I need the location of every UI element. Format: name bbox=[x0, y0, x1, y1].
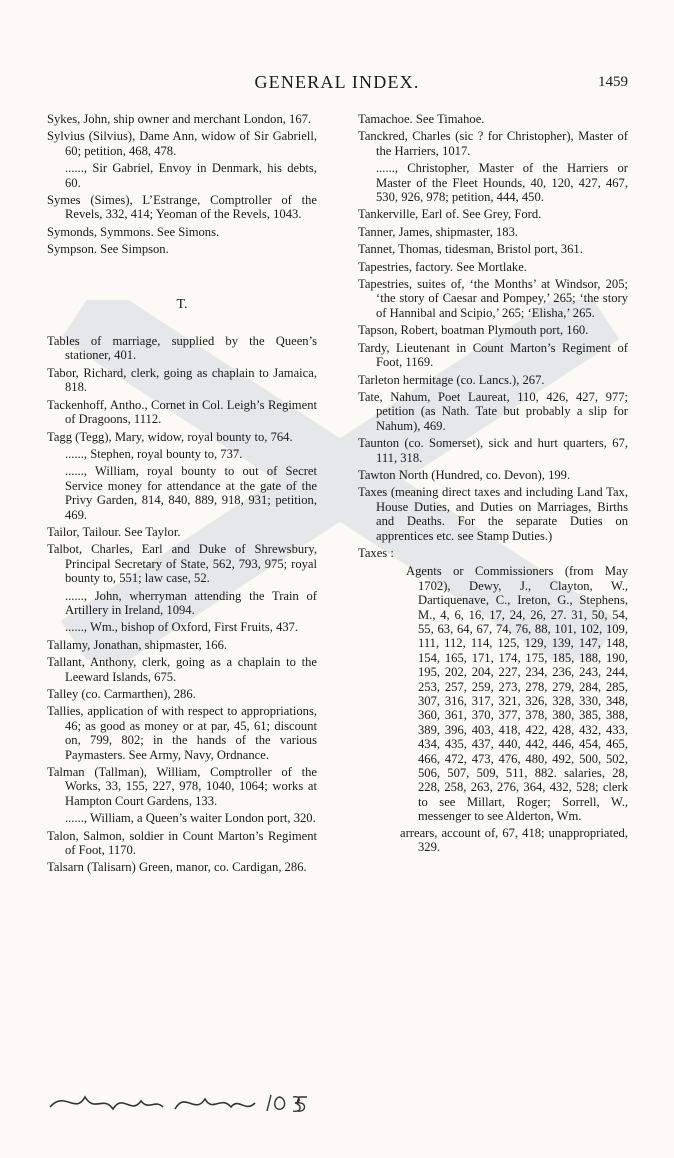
index-entry: Tailor, Tailour. See Taylor. bbox=[47, 524, 181, 539]
index-entry: Tapestries, factory. See Mortlake. bbox=[358, 259, 527, 274]
index-entry: Tardy, Lieutenant in Count Marton’s Regiment of Foot, 1169. bbox=[358, 340, 628, 370]
section-letter: T. bbox=[176, 296, 188, 312]
index-entry: Tate, Nahum, Poet Laureat, 110, 426, 427, 977; petition (as Nath. Tate but probably a slip for Nahum), 469. bbox=[358, 389, 628, 433]
index-entry: Talsarn (Talisarn) Green, manor, co. Cardigan, 286. bbox=[47, 860, 307, 875]
taxes-agents-entry: Agents or Commissioners (from May 1702), Dewy, J., Clayton, W., Dartiquenave, C., Ireton, G., Stephens, M., 4, 6, 16, 17, 24, 26, 27. 31, 50, 54, 55, 63, 64, 67, 74, 76, 88, 101, 102, 109, 111, 112, 114, 125, 129, 139, 147, 148, 154, 165, 171, 174, 175, 185, 188, 190, 195, 202, 204, 227, 234, 236, 243, 244, 253, 257, 259, 273, 278, 279, 284, 285, 307, 316, 317, 321, 326, 328, 330, 348, 360, 361, 370, 377, 378, 380, 385, 388, 389, 396, 403, 418, 422, 428, 432, 433, 434, 435, 437, 440, 442, 446, 454, 465, 466, 472, 473, 476, 480, 492, 500, 502, 506, 507, 509, 511, 882. salaries, 28, 228, 258, 263, 276, 364, 432, 528; clerk to see Millart, Roger; Sorrell, W., messenger to see Alderton, Wm. bbox=[406, 564, 628, 824]
index-entry: Tamachoe. See Timahoe. bbox=[358, 112, 485, 126]
index-entry: ......, William, royal bounty to out of Secret Service money for attendance at the gate of the Privy Garden, 814, 840, 889, 918, 931; petition, 469. bbox=[65, 464, 317, 522]
index-entry: Tapestries, suites of, ‘the Months’ at Windsor, 205; ‘the story of Caesar and Pompey,’ 265; ‘the story of Hannibal and Scipio,’ 265; ‘Elisha,’ 265. bbox=[358, 277, 628, 320]
index-entry: Symonds, Symmons. See Simons. bbox=[47, 224, 220, 239]
index-entry: Tawton North (Hundred, co. Devon), 199. bbox=[358, 467, 571, 482]
index-entry: Tallies, application of with respect to appropriations, 46; as good as money or at par, 45, 61; discount on, 799, 802; in the hands of the various Paymasters. See Army, Navy, Ordnance. bbox=[47, 704, 317, 762]
index-entry: Tagg (Tegg), Mary, widow, royal bounty to, 764. bbox=[47, 429, 293, 444]
index-entry: Tarleton hermitage (co. Lancs.), 267. bbox=[358, 372, 545, 387]
index-entry: Sympson. See Simpson. bbox=[47, 242, 169, 257]
index-entry: Talon, Salmon, soldier in Count Marton’s Regiment of Foot, 1170. bbox=[47, 828, 317, 858]
right-column bbox=[358, 112, 628, 857]
page-header bbox=[0, 72, 674, 96]
index-entry: Tapson, Robert, boatman Plymouth port, 160. bbox=[358, 323, 589, 338]
index-entry: ......, Sir Gabriel, Envoy in Denmark, his debts, 60. bbox=[65, 161, 317, 190]
index-entry: Sykes, John, ship owner and merchant London, 167. bbox=[47, 112, 312, 126]
entries-s bbox=[47, 112, 317, 257]
index-entry: Taunton (co. Somerset), sick and hurt quarters, 67, 111, 318. bbox=[358, 436, 628, 465]
index-entry: Symes (Simes), L’Estrange, Comptroller of the Revels, 332, 414; Yeoman of the Revels, 1043. bbox=[47, 193, 317, 222]
entries-t bbox=[47, 334, 317, 875]
index-entry: Taxes (meaning direct taxes and including Land Tax, House Duties, and Duties on Marriages, Births and Deaths. For the separate Duties on apprentices etc. see Stamp Duties.) bbox=[358, 485, 628, 543]
index-entry: Sylvius (Silvius), Dame Ann, widow of Sir Gabriell, 60; petition, 468, 478. bbox=[47, 129, 317, 158]
index-entry: ......, John, wherryman attending the Train of Artillery in Ireland, 1094. bbox=[65, 588, 317, 617]
index-entry: Tallamy, Jonathan, shipmaster, 166. bbox=[47, 637, 228, 652]
index-entry: ......, Stephen, royal bounty to, 737. bbox=[65, 446, 243, 461]
taxes-arrears-entry: arrears, account of, 67, 418; unappropriated, 329. bbox=[400, 825, 628, 855]
index-entry: Tanner, James, shipmaster, 183. bbox=[358, 224, 519, 239]
index-entry: Tackenhoff, Antho., Cornet in Col. Leigh’s Regiment of Dragoons, 1112. bbox=[47, 397, 317, 427]
index-entry: Tables of marriage, supplied by the Queen’s stationer, 401. bbox=[47, 334, 317, 363]
index-entry: ......, Christopher, Master of the Harriers or Master of the Fleet Hounds, 40, 120, 427, 467, 530, 926, 978; petition, 444, 450. bbox=[376, 161, 628, 205]
index-entry: Talbot, Charles, Earl and Duke of Shrewsbury, Principal Secretary of State, 562, 793, 975; royal bounty to, 551; law case, 52. bbox=[47, 542, 317, 586]
left-column bbox=[47, 112, 317, 878]
index-entry: ......, Wm., bishop of Oxford, First Fruits, 437. bbox=[65, 620, 299, 635]
page-number: 1459 bbox=[598, 74, 628, 90]
index-entry: Tannet, Thomas, tidesman, Bristol port, 361. bbox=[358, 242, 583, 257]
taxes-heading: Taxes : bbox=[358, 545, 394, 560]
handwritten-signature bbox=[45, 1085, 315, 1125]
index-entry: Tanckred, Charles (sic ? for Christopher), Master of the Harriers, 1017. bbox=[358, 129, 628, 158]
index-entry: Tabor, Richard, clerk, going as chaplain to Jamaica, 818. bbox=[47, 365, 317, 395]
page-title: GENERAL INDEX. bbox=[254, 72, 420, 92]
index-entry: Talley (co. Carmarthen), 286. bbox=[47, 687, 196, 701]
index-entry: Tankerville, Earl of. See Grey, Ford. bbox=[358, 207, 542, 222]
index-entry: ......, William, a Queen’s waiter London port, 320. bbox=[65, 811, 316, 826]
index-entry: Tallant, Anthony, clerk, going as a chaplain to the Leeward Islands, 675. bbox=[47, 655, 317, 684]
index-entry: Talman (Tallman), William, Comptroller of the Works, 33, 155, 227, 978, 1040, 1064; works at Hampton Court Gardens, 133. bbox=[47, 765, 317, 808]
